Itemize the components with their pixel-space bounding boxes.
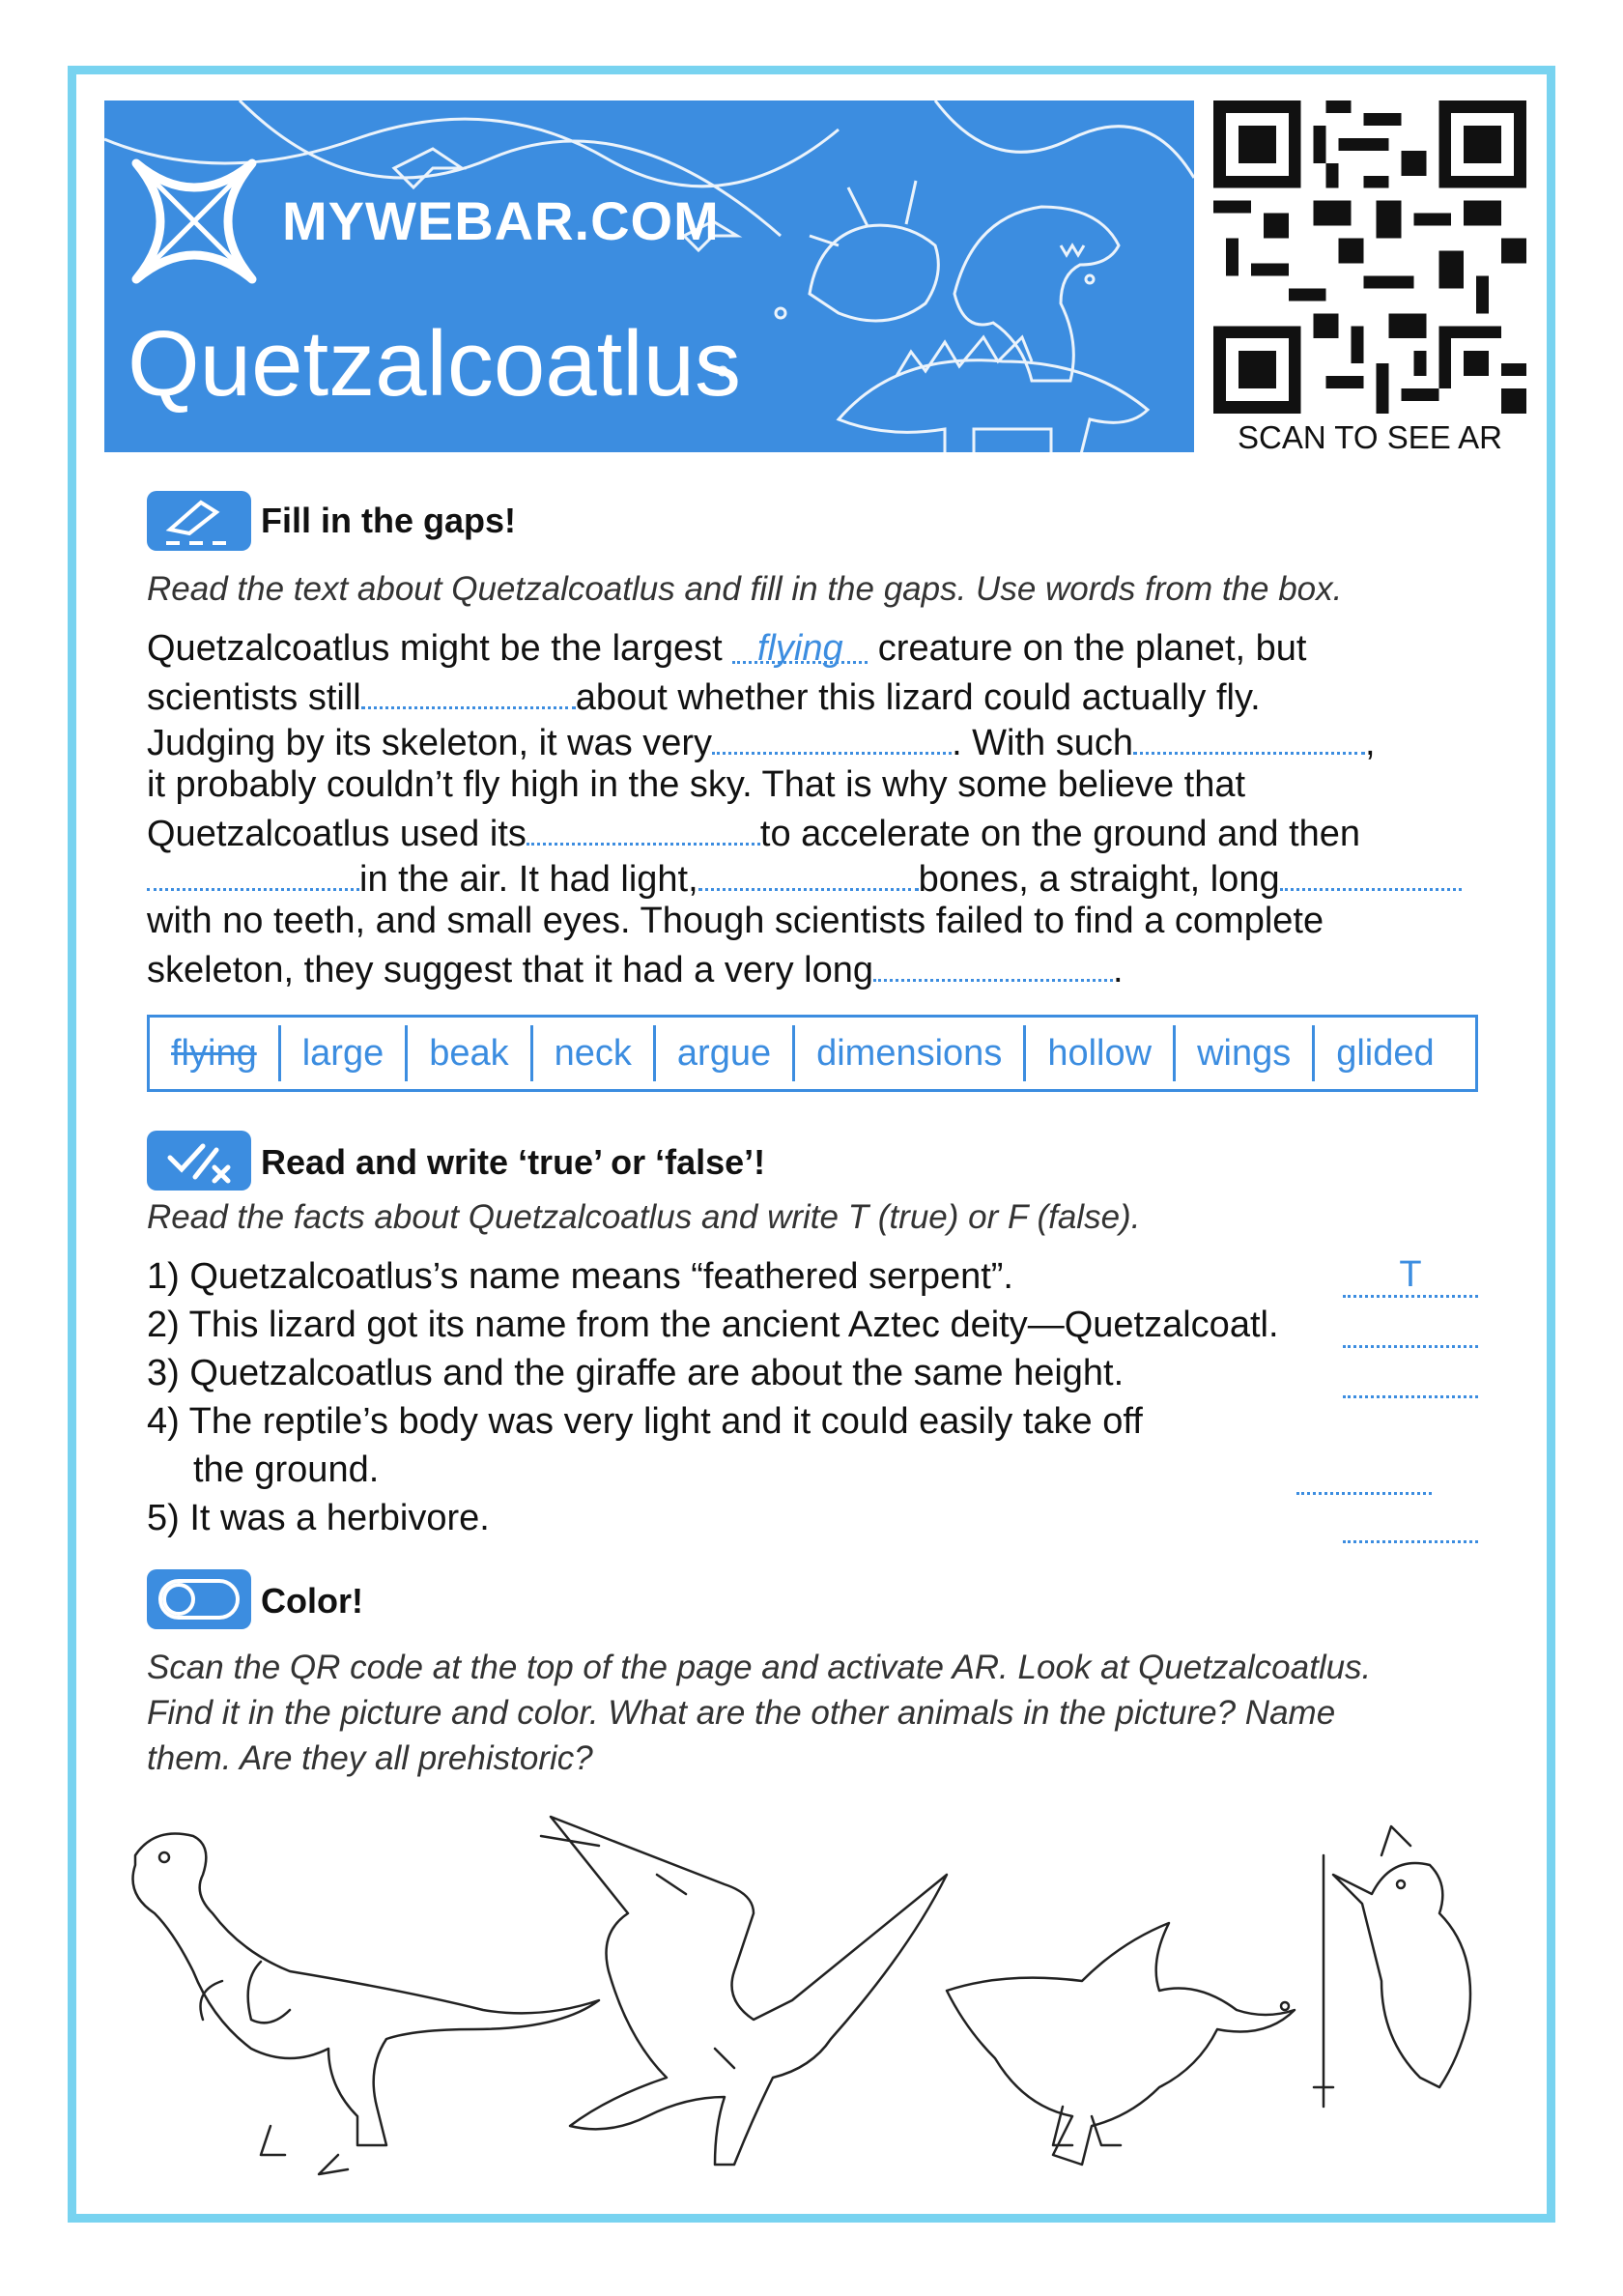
gap-4[interactable] — [1133, 717, 1365, 755]
true-false-list: 1) Quetzalcoatlus’s name means “feathered serpent”. T 2) This lizard got its name from the ancient Aztec deity—Quetzalcoatl. 3) Quetzalcoatlus and the giraffe are about the same height. 4) The reptile’s body was very light and it could easily take off the ground. 5) It was a herbivore. — [147, 1252, 1490, 1542]
archaeopteryx-drawing — [947, 1923, 1295, 2165]
section3-title: Color! — [261, 1581, 363, 1621]
statement-1: 1) Quetzalcoatlus’s name means “feathered serpent”. T — [147, 1252, 1490, 1301]
header-banner — [104, 100, 1194, 452]
answer-4[interactable] — [1296, 1451, 1432, 1495]
check-cross-icon — [147, 1131, 251, 1191]
woodpecker-drawing — [1314, 1826, 1470, 2107]
quetzalcoatlus-drawing — [541, 1817, 947, 2165]
answer-3[interactable] — [1343, 1355, 1478, 1398]
section2-instruction: Read the facts about Quetzalcoatlus and write T (true) or F (false). — [147, 1198, 1141, 1236]
dinosaur-left-drawing — [133, 1834, 600, 2175]
section3-instruction: Scan the QR code at the top of the page and activate AR. Look at Quetzalcoatlus. Find it in the picture and color. What are the other animals in the picture? Name them. Are they all prehistoric? — [147, 1649, 1372, 1777]
word-neck: neck — [533, 1025, 656, 1081]
section2-title: Read and write ‘true’ or ‘false’! — [261, 1142, 766, 1182]
word-wings: wings — [1176, 1025, 1315, 1081]
statement-5: 5) It was a herbivore. — [147, 1494, 1490, 1542]
word-argue: argue — [656, 1025, 795, 1081]
word-hollow: hollow — [1026, 1025, 1176, 1081]
word-glided: glided — [1336, 1033, 1435, 1074]
qr-caption: SCAN TO SEE AR — [1238, 419, 1502, 455]
word-beak: beak — [408, 1025, 532, 1081]
pencil-icon — [147, 491, 251, 551]
qr-code[interactable] — [1213, 100, 1526, 414]
coloring-illustration — [116, 1797, 1526, 2203]
section1-title: Fill in the gaps! — [261, 501, 517, 540]
answer-5[interactable] — [1343, 1500, 1478, 1543]
gap-6[interactable] — [147, 853, 359, 891]
statement-4: 4) The reptile’s body was very light and it could easily take off — [147, 1401, 1143, 1442]
answer-2[interactable] — [1343, 1305, 1478, 1348]
gap-9[interactable] — [873, 944, 1113, 982]
mywebar-logo-icon — [131, 158, 257, 284]
statement-2: 2) This lizard got its name from the ancient Aztec deity—Quetzalcoatl. — [147, 1301, 1490, 1349]
toggle-icon — [147, 1569, 251, 1629]
gap-7[interactable] — [698, 853, 919, 891]
gap-5[interactable] — [527, 808, 760, 846]
word-dimensions: dimensions — [795, 1025, 1026, 1081]
word-large: large — [281, 1025, 409, 1081]
gap-2[interactable] — [361, 672, 576, 709]
section1-instruction: Read the text about Quetzalcoatlus and fill in the gaps. Use words from the box. — [147, 570, 1343, 608]
gap-fill-paragraph: Quetzalcoatlus might be the largest flying creature on the planet, but scientists still about whether this lizard could actually fly. Judging by its skeleton, it was very . With such , it probably couldn’t fly high in the sky. That is why some believe that Quetzalcoatlus used its to accelerate on the ground and then in the air. It had light, bones, a straight, long with no teeth, and small eyes. Though scientists failed to find a complete skeleton, they suggest that it had a very long . — [147, 626, 1490, 990]
brand-name: MYWEBAR.COM — [282, 190, 720, 251]
page-title: Quetzalcoatlus — [128, 312, 742, 416]
word-box — [147, 1015, 1478, 1092]
gap-1[interactable]: flying — [732, 626, 868, 664]
gap-8[interactable] — [1280, 853, 1462, 891]
answer-1[interactable]: T — [1343, 1254, 1478, 1298]
gap-3[interactable] — [712, 717, 952, 755]
statement-3: 3) Quetzalcoatlus and the giraffe are about the same height. — [147, 1349, 1490, 1397]
word-flying: flying — [150, 1025, 281, 1081]
